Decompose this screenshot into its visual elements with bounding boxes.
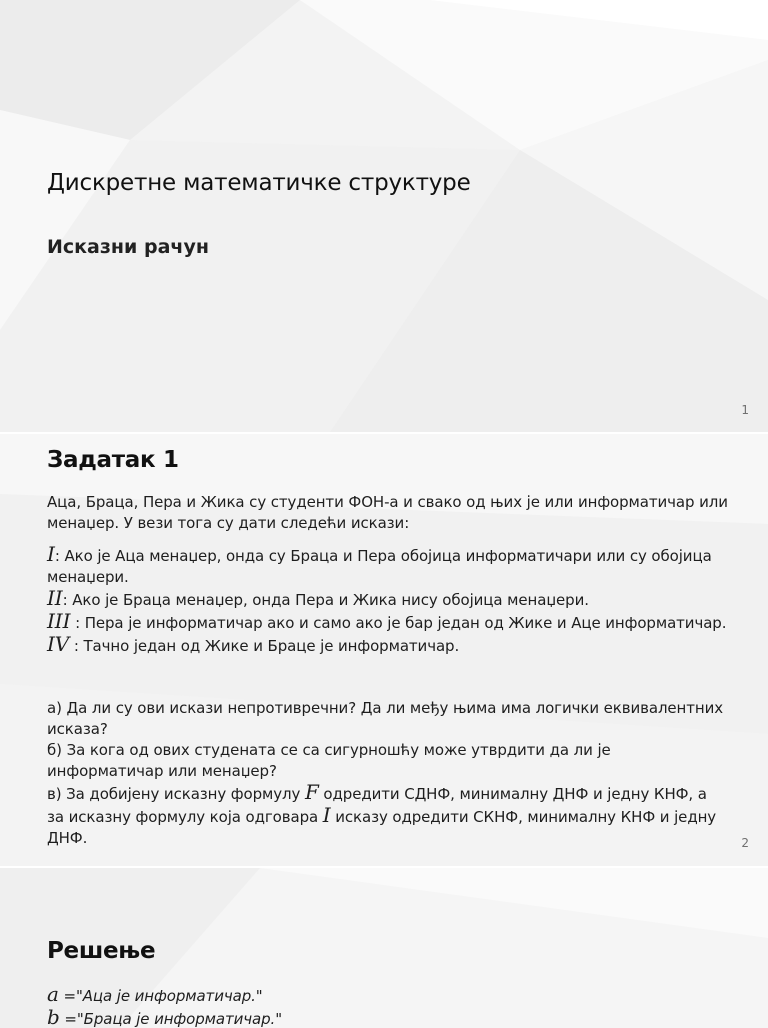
statement-sep: : — [62, 591, 68, 609]
statement-text: Тачно један од Жике и Браце је информатичар. — [78, 637, 460, 655]
definition-a — [47, 984, 728, 1007]
slide-3 — [0, 868, 768, 1028]
statement-sep: : — [69, 637, 79, 655]
slide-number: 1 — [741, 403, 749, 417]
questions — [47, 698, 728, 849]
slide-background — [0, 0, 768, 432]
question-a: а) Да ли су ови искази непротивречни? Да ли међу њима има логички еквивалентних исказа? — [47, 699, 724, 738]
slide-title-block — [47, 938, 728, 964]
statement-sep: : — [70, 614, 81, 632]
statement-1 — [47, 544, 728, 588]
statement-sep: : — [54, 547, 60, 565]
statement-3 — [47, 611, 728, 634]
definition-eq: = — [58, 987, 76, 1005]
definition-eq: = — [59, 1010, 77, 1028]
subtitle-block — [47, 236, 728, 258]
slide-2 — [0, 434, 768, 866]
deck-subtitle: Исказни рачун — [47, 236, 209, 258]
intro-paragraph: Аца, Браца, Пера и Жика су студенти ФОН-а и свако од њих је или информатичар или менаџер. У вези тога су дати следећи искази: — [47, 493, 728, 532]
definition-text: "Браца је информатичар." — [76, 1010, 282, 1028]
deck-title: Дискретне математичке структуре — [47, 170, 471, 196]
statement-label: II — [47, 586, 63, 610]
statement-label: I — [47, 542, 55, 566]
statements-list — [47, 544, 728, 657]
statement-2 — [47, 588, 728, 611]
definitions — [47, 984, 728, 1028]
statement-4 — [47, 634, 728, 657]
slide-number: 2 — [741, 836, 749, 850]
slide-title: Задатак 1 — [47, 447, 179, 473]
question-c-text: в) За добијену исказну формулу — [47, 785, 305, 803]
question-c-text: исказу одредити СКНФ, минималну КНФ и једну ДНФ. — [47, 808, 717, 847]
statement-label: IV — [47, 632, 70, 656]
definition-variable: a — [47, 982, 59, 1006]
statement-text: Ако је Браца менаџер, онда Пера и Жика нису обојица менаџери. — [67, 591, 589, 609]
question-b: б) За кога од ових студената се са сигурношћу може утврдити да ли је информатичар или менаџер? — [47, 741, 611, 780]
definition-variable: b — [47, 1005, 60, 1028]
formula-variable: F — [304, 780, 319, 804]
statement-label: III — [47, 609, 71, 633]
title-block — [47, 170, 728, 196]
definition-b — [47, 1007, 728, 1028]
statement-text: Ако је Аца менаџер, онда су Браца и Пера обојица информатичари или су обојица менаџери. — [47, 547, 712, 586]
question-c-text: одредити СДНФ, минималну ДНФ и једну КНФ, а за исказну формулу која одговара — [47, 785, 707, 826]
definition-text: "Аца је информатичар." — [75, 987, 263, 1005]
question-c — [47, 782, 728, 849]
slide-1 — [0, 0, 768, 432]
slide-title: Решење — [47, 938, 156, 964]
task-intro — [47, 492, 728, 534]
statement-text: Пера је информатичар ако и само ако је бар један од Жике и Аце информатичар. — [80, 614, 727, 632]
slide-title-block — [47, 447, 728, 473]
statement-variable: I — [322, 803, 331, 827]
